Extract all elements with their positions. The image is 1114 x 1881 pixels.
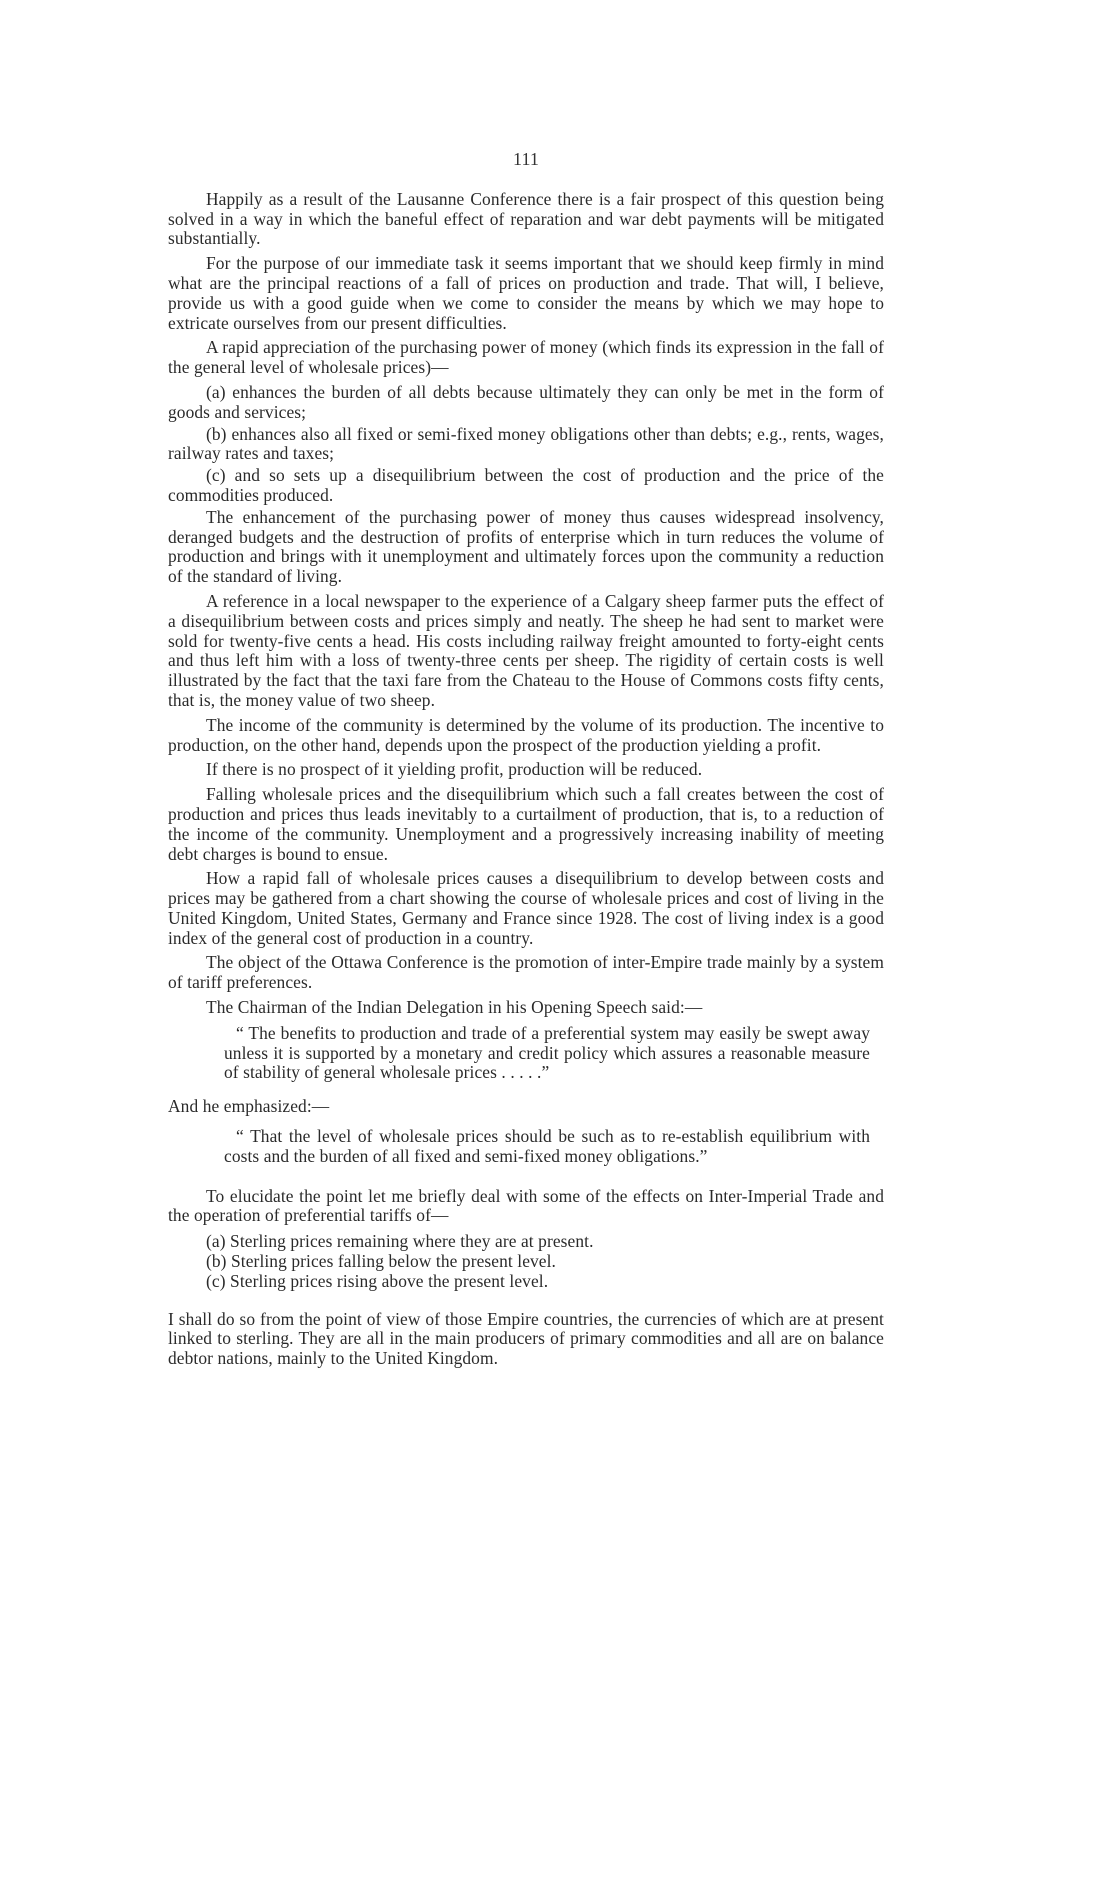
paragraph-chairman: The Chairman of the Indian Delegation in his Opening Speech said:— bbox=[206, 997, 703, 1018]
block-quote-level: “ That the level of wholesale prices should be such as to re-establish equilibrium with costs and the burden of all fixed and semi-fixed money obligations.” bbox=[224, 1126, 870, 1166]
document-page bbox=[168, 150, 884, 1374]
list-item-c: (c) and so sets up a disequilibrium between the cost of production and the price of the commodities produced. bbox=[168, 465, 884, 505]
paragraph-enhancement: The enhancement of the purchasing power of money thus causes widespread insolvency, deranged budgets and the destruction of profits of enterprise which in turn reduces the volume of production and brings with it unemployment and ultimately forces upon the community a reduction of the standard of living. bbox=[168, 506, 884, 587]
sterling-list bbox=[168, 1232, 884, 1291]
list-item-a: (a) enhances the burden of all debts because ultimately they can only be met in the form of goods and services; bbox=[168, 381, 884, 422]
paragraph-ottawa: The object of the Ottawa Conference is the promotion of inter-Empire trade mainly by a system of tariff preferences. bbox=[168, 952, 884, 993]
page-number: 111 bbox=[513, 149, 539, 169]
paragraph-income: The income of the community is determined by the volume of its production. The incentive to production, on the other hand, depends upon the prospect of the production yielding a profit. bbox=[168, 714, 884, 755]
paragraph-empire-countries: I shall do so from the point of view of those Empire countries, the currencies of which are at present linked to sterling. They are all in the main producers of primary commodities and all are on balance debtor nations, mainly to the United Kingdom. bbox=[168, 1308, 884, 1369]
block-quote-benefits: “ The benefits to production and trade of a preferential system may easily be swept away unless it is supported by a monetary and credit policy which assures a reasonable measure of stability of general wholesale prices . . . . .” bbox=[224, 1022, 870, 1083]
sterling-item-c: (c) Sterling prices rising above the present level. bbox=[206, 1270, 549, 1291]
paragraph-calgary: A reference in a local newspaper to the experience of a Calgary sheep farmer puts the effect of a disequilibrium between costs and prices simply and neatly. The sheep he had sent to market were sold for twenty-five cents a head. His costs including railway freight amounted to forty-eight cents and thus left him with a loss of twenty-three cents per sheep. The rigidity of certain costs is well illustrated by the fact that the taxi fare from the Chateau to the House of Commons costs fifty cents, that is, the money value of two sheep. bbox=[168, 590, 884, 710]
paragraph-emphasized: And he emphasized:— bbox=[168, 1096, 330, 1117]
paragraph-falling-prices: Falling wholesale prices and the disequilibrium which such a fall creates between the cost of production and prices thus leads inevitably to a curtailment of production, that is, to a reduction of the income of the community. Unemployment and a progressively increasing inability of meeting debt charges is bound to ensue. bbox=[168, 784, 884, 864]
paragraph-no-prospect: If there is no prospect of it yielding profit, production will be reduced. bbox=[206, 759, 703, 780]
list-item-b: (b) enhances also all fixed or semi-fixed money obligations other than debts; e.g., rents, wages, railway rates and taxes; bbox=[168, 423, 884, 464]
paragraph-chart-reference: How a rapid fall of wholesale prices causes a disequilibrium to develop between costs and prices may be gathered from a chart showing the course of wholesale prices and cost of living in the United Kingdom, United States, Germany and France since 1928. The cost of living index is a good index of the general cost of production in a country. bbox=[168, 868, 884, 948]
paragraph-purpose: For the purpose of our immediate task it seems important that we should keep firmly in mind what are the principal reactions of a fall of prices on production and trade. That will, I believe, provide us with a good guide when we come to consider the means by which we may hope to extricate ourselves from our present difficulties. bbox=[168, 253, 884, 333]
paragraph-appreciation: A rapid appreciation of the purchasing power of money (which finds its expression in the fall of the general level of wholesale prices)— bbox=[168, 337, 884, 378]
sterling-item-a: (a) Sterling prices remaining where they are at present. bbox=[206, 1231, 594, 1252]
paragraph-lausanne: Happily as a result of the Lausanne Conference there is a fair prospect of this question being solved in a way in which the baneful effect of reparation and war debt payments will be mitigated substantially. bbox=[168, 188, 884, 249]
paragraph-elucidate: To elucidate the point let me briefly deal with some of the effects on Inter-Imperial Trade and the operation of preferential tariffs of— bbox=[168, 1185, 884, 1226]
sterling-item-b: (b) Sterling prices falling below the present level. bbox=[206, 1251, 557, 1272]
